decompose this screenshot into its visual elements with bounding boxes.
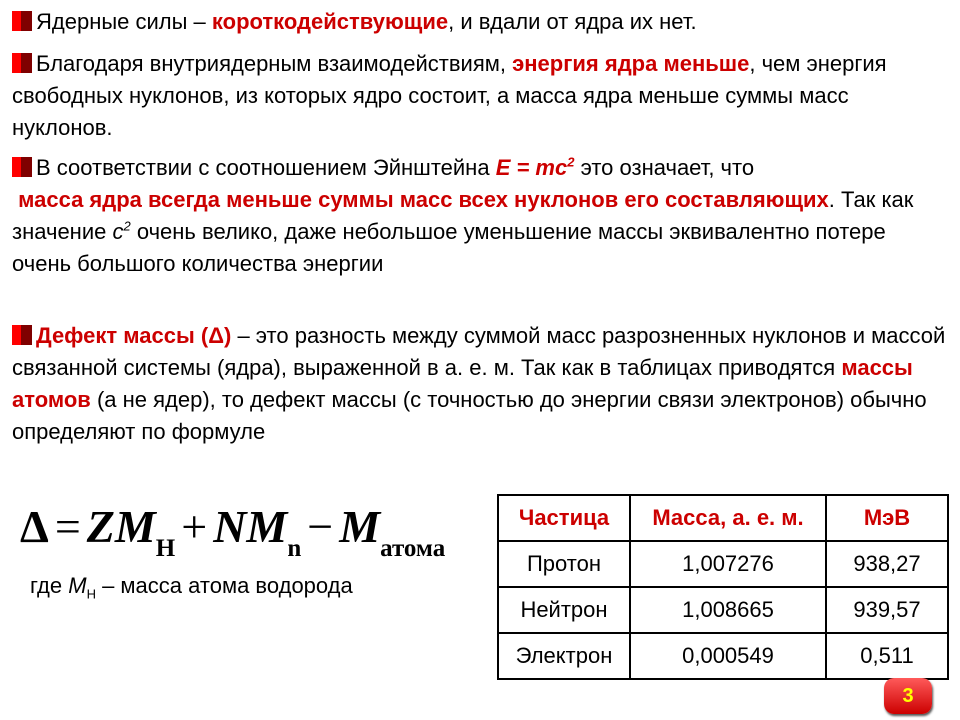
- bullet-icon: [12, 53, 32, 73]
- formula-emc2: $E = mc^2$: [495, 154, 575, 180]
- table-header-row: [498, 495, 948, 541]
- bullet-icon: [12, 11, 32, 31]
- table-row: Нейтрон 1,008665 939,57: [498, 587, 948, 633]
- formula-note: где $M_Н$ – масса атома водорода: [30, 573, 353, 602]
- table-row: Электрон 0,000549 0,511: [498, 633, 948, 679]
- page-number-badge[interactable]: 3: [884, 678, 932, 714]
- highlight-energy: энергия ядра меньше: [512, 51, 750, 76]
- term-mass-defect: Дефект массы (Δ): [36, 323, 232, 348]
- c-squared: $c^2$: [112, 218, 131, 244]
- highlight-mass-deficit: масса ядра всегда меньше суммы масс всех нуклонов его составляющих: [18, 187, 829, 212]
- header-particle: Частица: [498, 495, 630, 541]
- highlight-atom-masses: массы атомов: [12, 355, 913, 412]
- particle-table: [497, 494, 949, 680]
- bullet-icon: [12, 325, 32, 345]
- paragraph-einstein: В соответствии с соотношением Эйнштейна $E = mc^2$ это означает, что масса ядра всегда меньше суммы масс всех нуклонов его составляющих. Так как значение $c^2$ очень велико, даже небольшое уменьшение массы эквивалентно потере очень большого количества энергии: [12, 154, 914, 276]
- header-mev: МэВ: [826, 495, 948, 541]
- bullet-icon: [12, 157, 32, 177]
- paragraph-short-range: Ядерные силы – короткодействующие, и вдали от ядра их нет.: [12, 6, 947, 38]
- mass-defect-formula: $\Delta = ZM_H + NM_n - M_{атома}$: [20, 501, 446, 562]
- header-mass: Масса, а. е. м.: [630, 495, 826, 541]
- highlight-short-range: короткодействующие: [211, 9, 449, 34]
- paragraph-energy: Благодаря внутриядерным взаимодействиям, энергия ядра меньше, чем энергия свободных нуклонов, из которых ядро состоит, а масса ядра меньше суммы масс нуклонов.: [12, 51, 887, 140]
- paragraph-mass-defect: Дефект массы (Δ) – это разность между суммой масс разрозненных нуклонов и массой связанной системы (ядра), выраженной в а. е. м. Так как в таблицах приводятся массы атомов (а не ядер), то дефект массы (с точностью до энергии связи электронов) обычно определяют по формуле: [12, 323, 946, 444]
- table-row: Протон 1,007276 938,27: [498, 541, 948, 587]
